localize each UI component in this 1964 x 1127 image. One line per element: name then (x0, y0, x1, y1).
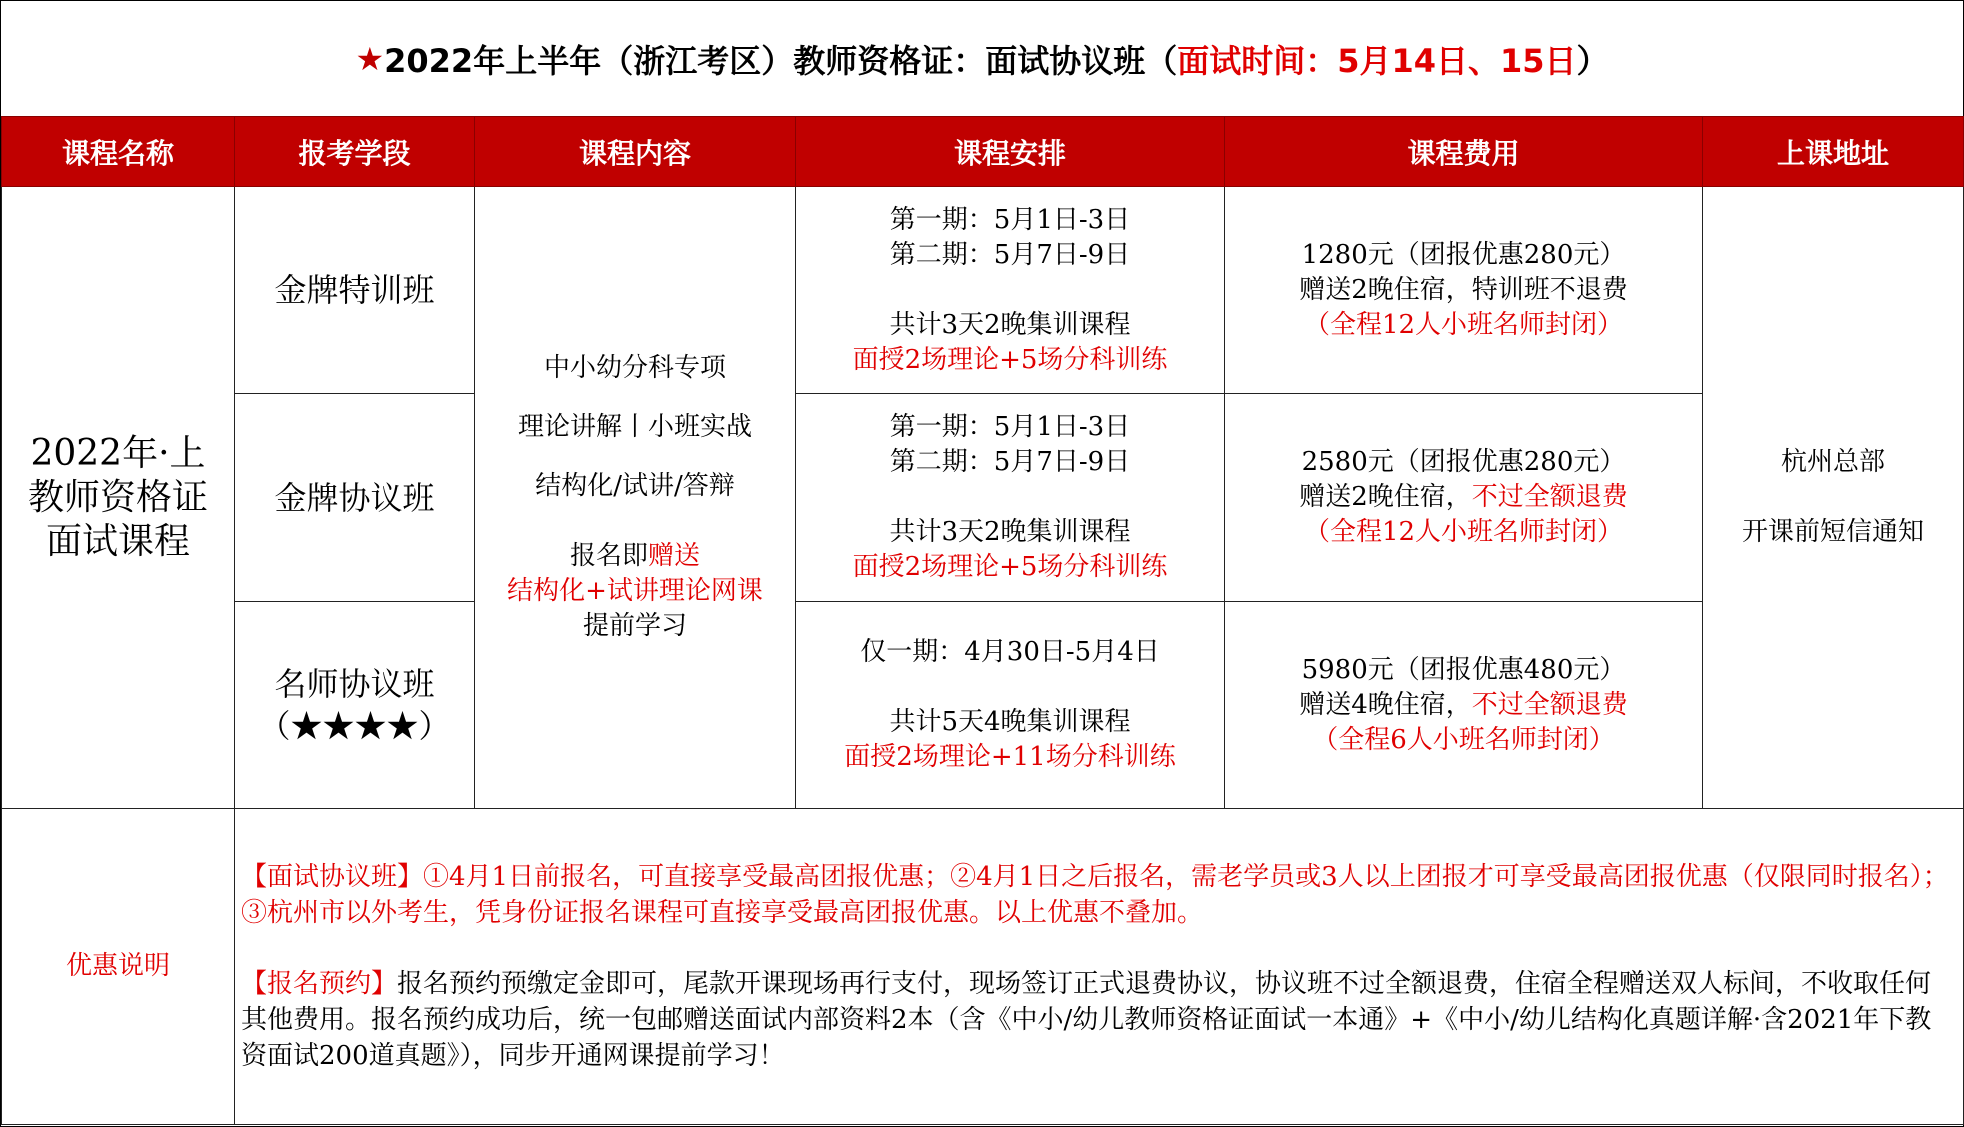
fee-gift-line (1225, 480, 1702, 515)
header-course-name: 课程名称 (2, 117, 235, 187)
schedule-period: 仅一期：4月30日-5月4日 (860, 637, 1160, 667)
address-line: 开课前短信通知 (1741, 517, 1924, 547)
title-main: 2022年上半年（浙江考区）教师资格证：面试协议班（ (384, 41, 1178, 80)
course-name-line: 面试课程 (45, 520, 190, 562)
level-cell (235, 394, 475, 602)
content-line: 中小幼分科专项 (543, 353, 726, 383)
schedule-cell (796, 187, 1225, 394)
discount-body: ①4月1日前报名，可直接享受最高团报优惠；②4月1日之后报名，需老学员或3人以上团报才可享受最高团报优惠（仅限同时报名）；③杭州市以外考生，凭身份证报名课程可直接享受最高团报优惠。以上优惠不叠加。 (241, 862, 1949, 928)
course-name-cell (2, 187, 235, 809)
content-line: 结构化+试讲理论网课 (507, 576, 763, 606)
address-line: 杭州总部 (1780, 447, 1885, 477)
schedule-period: 第二期：5月7日-9日 (889, 239, 1131, 270)
fee-cell (1225, 602, 1703, 809)
discount-paragraph (241, 859, 1955, 931)
course-name-line: 教师资格证 (27, 476, 208, 518)
table-row (2, 187, 1964, 394)
star-rating-icon: （★★★★） (258, 707, 451, 745)
header-level: 报考学段 (235, 117, 475, 187)
course-name-line: 2022年·上 (30, 432, 206, 474)
schedule-sessions: 面授2场理论+11场分科训练 (844, 742, 1176, 772)
fee-refund: 不过全额退费 (1471, 482, 1628, 512)
schedule-period: 第一期：5月1日-3日 (889, 412, 1131, 442)
discount-tag: 【报名预约】 (241, 969, 398, 999)
discount-paragraph (241, 966, 1955, 1074)
table-row (2, 602, 1964, 809)
level-name: 金牌协议班 (274, 478, 435, 517)
fee-gift-line (1225, 273, 1702, 308)
schedule-total: 共计3天2晚集训课程 (889, 517, 1131, 547)
header-address: 上课地址 (1703, 117, 1964, 187)
level-stars (235, 705, 474, 747)
schedule-period: 第一期：5月1日-3日 (889, 204, 1131, 235)
header-schedule: 课程安排 (796, 117, 1225, 187)
discount-tag: 【面试协议班】 (241, 862, 424, 892)
course-table (1, 116, 1964, 1125)
fee-price: 5980元（团报优惠480元） (1301, 654, 1626, 685)
title-end: ） (1576, 41, 1609, 80)
schedule-total: 共计5天4晚集训课程 (889, 707, 1131, 737)
fee-gift: 赠送4晚住宿， (1299, 689, 1472, 720)
schedule-total: 共计3天2晚集训课程 (889, 309, 1131, 340)
fee-class: （全程12人小班名师封闭） (1303, 309, 1624, 340)
content-text: 报名即 (569, 541, 648, 571)
fee-price: 2580元（团报优惠280元） (1301, 447, 1626, 477)
fee-refund: 特训班不退费 (1471, 274, 1628, 305)
header-content: 课程内容 (475, 117, 796, 187)
content-line: 提前学习 (582, 611, 687, 641)
level-cell (235, 187, 475, 394)
content-cell (475, 187, 796, 809)
schedule-sessions: 面授2场理论+5场分科训练 (852, 552, 1168, 582)
schedule-cell (796, 394, 1225, 602)
content-gift: 赠送 (648, 541, 701, 571)
page-title (1, 1, 1963, 118)
content-line: 结构化/试讲/答辩 (535, 471, 735, 501)
fee-refund: 不过全额退费 (1471, 689, 1628, 720)
fee-class: （全程12人小班名师封闭） (1303, 517, 1624, 547)
schedule-period: 第二期：5月7日-9日 (889, 447, 1131, 477)
header-fee: 课程费用 (1225, 117, 1703, 187)
content-line: 理论讲解丨小班实战 (517, 412, 752, 442)
fee-gift: 赠送2晚住宿， (1299, 482, 1472, 512)
fee-gift-line (1225, 688, 1702, 723)
schedule-sessions: 面授2场理论+5场分科训练 (852, 344, 1168, 375)
fee-class: （全程6人小班名师封闭） (1312, 724, 1615, 755)
content-line (475, 539, 795, 574)
fee-cell (1225, 187, 1703, 394)
schedule-cell (796, 602, 1225, 809)
level-cell (235, 602, 475, 809)
fee-gift: 赠送2晚住宿， (1299, 274, 1472, 305)
discount-text (235, 809, 1964, 1125)
level-name: 金牌特训班 (274, 271, 435, 309)
title-interview-time: 面试时间：5月14日、15日 (1177, 41, 1577, 80)
star-icon: ★ (355, 39, 385, 78)
discount-body: 报名预约预缴定金即可，尾款开课现场再行支付，现场签订正式退费协议，协议班不过全额退费，住宿全程赠送双人标间，不收取任何其他费用。报名预约成功后，统一包邮赠送面试内部资料2本（含《中小/幼儿教师资格证面试一本通》+《中小/幼儿结构化真题详解·含2021年下教资面试200道真题》），同步开通网课提前学习！ (241, 969, 1932, 1071)
discount-row (2, 809, 1964, 1125)
address-cell (1703, 187, 1964, 809)
header-row (2, 117, 1964, 187)
fee-cell (1225, 394, 1703, 602)
table-row (2, 394, 1964, 602)
discount-label: 优惠说明 (2, 809, 235, 1125)
fee-price: 1280元（团报优惠280元） (1301, 239, 1626, 270)
level-name: 名师协议班 (274, 665, 435, 703)
